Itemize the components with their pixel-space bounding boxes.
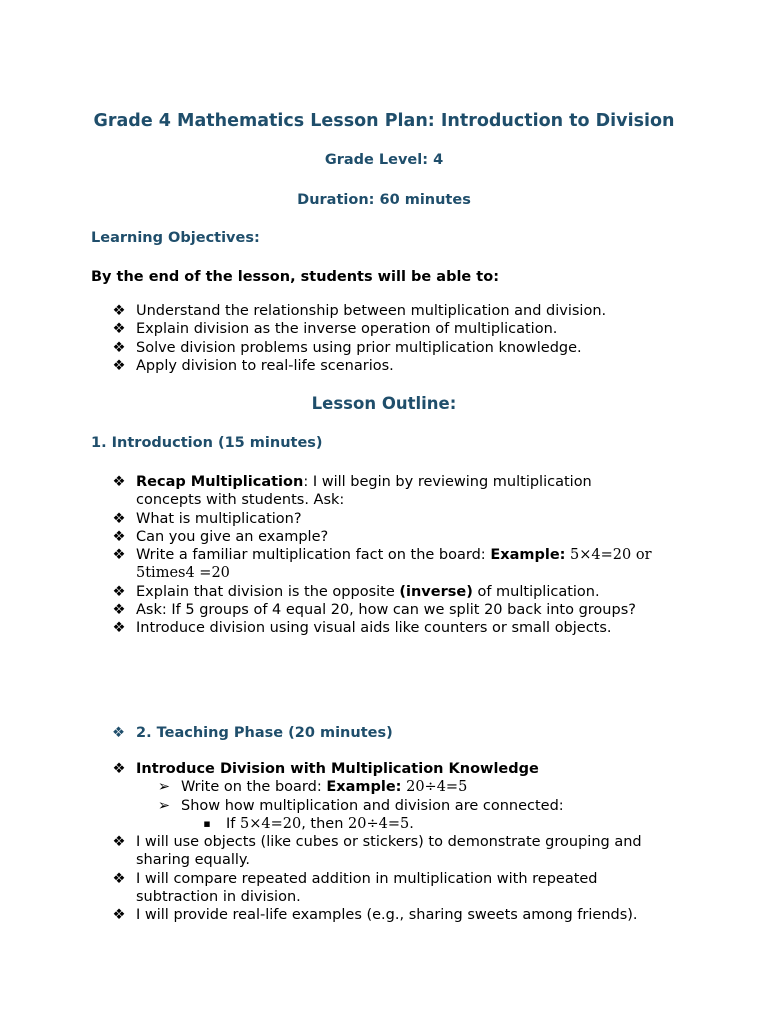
list-item: ❖ Can you give an example? (112, 528, 329, 545)
diamond-bullet-icon: ❖ (112, 834, 126, 851)
document-title: Grade 4 Mathematics Lesson Plan: Introduction to Division (93, 111, 675, 131)
diamond-bullet-icon: ❖ (112, 528, 126, 545)
list-item: ➢ Write on the board: Example: 20÷4=5 (157, 779, 468, 796)
intro-list (112, 473, 652, 638)
list-item: ❖ Ask: If 5 groups of 4 equal 20, how can we split 20 back into groups? (112, 602, 636, 619)
list-item: ❖ Understand the relationship between multiplication and division. (112, 303, 607, 319)
list-item: ❖ Solve division problems using prior multiplication knowledge. (112, 339, 582, 356)
objectives-lead: By the end of the lesson, students will be able to: (91, 269, 499, 285)
list-item: ❖ I will use objects (like cubes or stickers) to demonstrate grouping and sharing equally. (112, 834, 642, 869)
diamond-bullet-icon: ❖ (112, 907, 126, 924)
list-item: ▪ If 5×4=20, then 20÷4=5. (112, 815, 642, 833)
list-item: ❖ Apply division to real-life scenarios. (112, 357, 394, 374)
square-bullet-icon: ▪ (203, 816, 211, 830)
list-item: ❖ What is multiplication? (112, 510, 302, 527)
diamond-bullet-icon: ❖ (112, 321, 126, 338)
diamond-bullet-icon: ❖ (112, 510, 126, 527)
diamond-bullet-icon: ❖ (112, 602, 126, 619)
diamond-bullet-icon: ❖ (112, 303, 126, 319)
diamond-bullet-icon: ❖ (112, 583, 126, 600)
diamond-bullet-icon: ❖ (112, 761, 126, 777)
objectives-heading: Learning Objectives: (91, 230, 260, 246)
diamond-bullet-icon: ❖ (112, 357, 126, 374)
list-item: ❖ Explain that division is the opposite (inverse) of multiplication. (112, 583, 600, 600)
diamond-bullet-icon: ❖ (112, 547, 126, 564)
list-item: ❖ I will provide real-life examples (e.g., sharing sweets among friends). (112, 907, 638, 924)
list-item: ❖ Write a familiar multiplication fact on the board: Example: 5×4=20 or 5times4 =20 (112, 547, 652, 582)
teaching-heading: ❖ 2. Teaching Phase (20 minutes) (112, 725, 393, 741)
grade-level: Grade Level: 4 (324, 152, 444, 168)
diamond-bullet-icon: ❖ (112, 339, 126, 356)
diamond-bullet-icon: ❖ (112, 725, 125, 741)
outline-heading: Lesson Outline: (311, 394, 457, 413)
list-item: ❖ Introduce Division with Multiplication Knowledge (112, 761, 539, 777)
list-item: ❖ Introduce division using visual aids like counters or small objects. (112, 620, 612, 637)
diamond-bullet-icon: ❖ (112, 474, 126, 490)
arrow-bullet-icon: ➢ (157, 779, 171, 796)
list-item: ➢ Show how multiplication and division are connected: (157, 797, 564, 814)
teaching-list (112, 760, 642, 925)
diamond-bullet-icon: ❖ (112, 870, 126, 887)
list-item: ❖ I will compare repeated addition in multiplication with repeated subtraction in division. (112, 870, 598, 906)
list-item: ❖ Recap Multiplication: I will begin by reviewing multiplication concepts with students. Ask: (112, 474, 592, 509)
objectives-list (112, 302, 606, 375)
diamond-bullet-icon: ❖ (112, 620, 126, 637)
list-item: ❖ Explain division as the inverse operation of multiplication. (112, 321, 558, 338)
arrow-bullet-icon: ➢ (157, 797, 171, 814)
intro-heading: 1. Introduction (15 minutes) (91, 435, 323, 451)
duration: Duration: 60 minutes (297, 192, 471, 208)
